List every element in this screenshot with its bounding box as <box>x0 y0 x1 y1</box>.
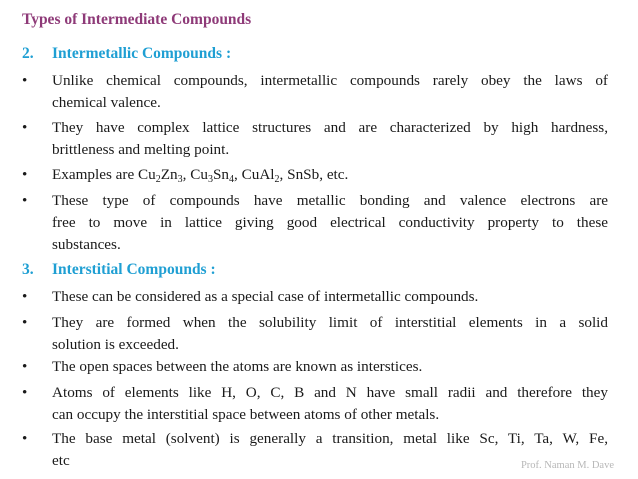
footer-author: Prof. Naman M. Dave <box>520 460 614 471</box>
formula: SnSb <box>287 166 320 183</box>
examples-line: Examples are $Cu_2Zn_3$, $Cu_3Sn_4$, CuAl$_2$, SnSb, etc. <box>52 166 349 185</box>
bullet-line: brittleness and melting point. <box>52 141 230 158</box>
section-heading-intermetallic <box>22 43 231 65</box>
bullet-line: The open spaces between the atoms are known as interstices. <box>52 358 423 375</box>
section-title: Interstitial Compounds : <box>52 261 216 278</box>
section-heading-interstitial <box>22 259 216 281</box>
bullet-line: These can be considered as a special case of intermetallic compounds. <box>52 288 479 305</box>
bullet-item-examples <box>22 164 608 186</box>
bullet-line: chemical valence. <box>52 94 161 111</box>
bullet-line: These type of compounds have metallic bonding and valence electrons are <box>52 192 608 209</box>
bullet-symbol: • <box>22 192 28 209</box>
bullet-line: substances. <box>52 236 121 253</box>
bullet-line: etc <box>52 452 70 469</box>
examples-prefix: Examples are <box>52 166 139 183</box>
formula: CuAl$_2$ <box>241 166 280 185</box>
bullet-line: Unlike chemical compounds, intermetallic compounds rarely obey the laws of <box>52 72 608 89</box>
bullet-item <box>22 312 608 356</box>
formula: $Cu_2Zn_3$ <box>138 166 183 185</box>
bullet-item <box>22 190 608 256</box>
bullet-item <box>22 382 608 426</box>
bullet-item <box>22 356 608 378</box>
bullet-line: The base metal (solvent) is generally a transition, metal like Sc, Ti, Ta, W, Fe, <box>52 430 608 447</box>
section-title: Intermetallic Compounds : <box>52 45 232 62</box>
formula: $Cu_3Sn_4$ <box>190 166 235 185</box>
bullet-item <box>22 70 608 114</box>
bullet-symbol: • <box>22 314 28 331</box>
bullet-symbol: • <box>22 119 28 136</box>
bullet-symbol: • <box>22 384 28 401</box>
bullet-symbol: • <box>22 288 28 305</box>
bullet-line: solution is exceeded. <box>52 336 179 353</box>
bullet-symbol: • <box>22 430 28 447</box>
examples-suffix: etc. <box>326 166 349 183</box>
bullet-symbol: • <box>22 72 28 89</box>
slide-title: Types of Intermediate Compounds <box>22 11 252 28</box>
bullet-symbol: • <box>22 358 28 375</box>
bullet-line: They are formed when the solubility limit of interstitial elements in a solid <box>52 314 608 331</box>
bullet-symbol: • <box>22 166 28 183</box>
bullet-line: They have complex lattice structures and are characterized by high hardness, <box>52 119 608 136</box>
bullet-line: Atoms of elements like H, O, C, B and N have small radii and therefore they <box>52 384 608 401</box>
bullet-line: can occupy the interstitial space between atoms of other metals. <box>52 406 440 423</box>
section-number: 3. <box>22 261 34 278</box>
bullet-item <box>22 286 608 308</box>
bullet-line: free to move in lattice giving good electrical conductivity property to these <box>52 214 608 231</box>
bullet-item <box>22 117 608 161</box>
section-number: 2. <box>22 45 34 62</box>
